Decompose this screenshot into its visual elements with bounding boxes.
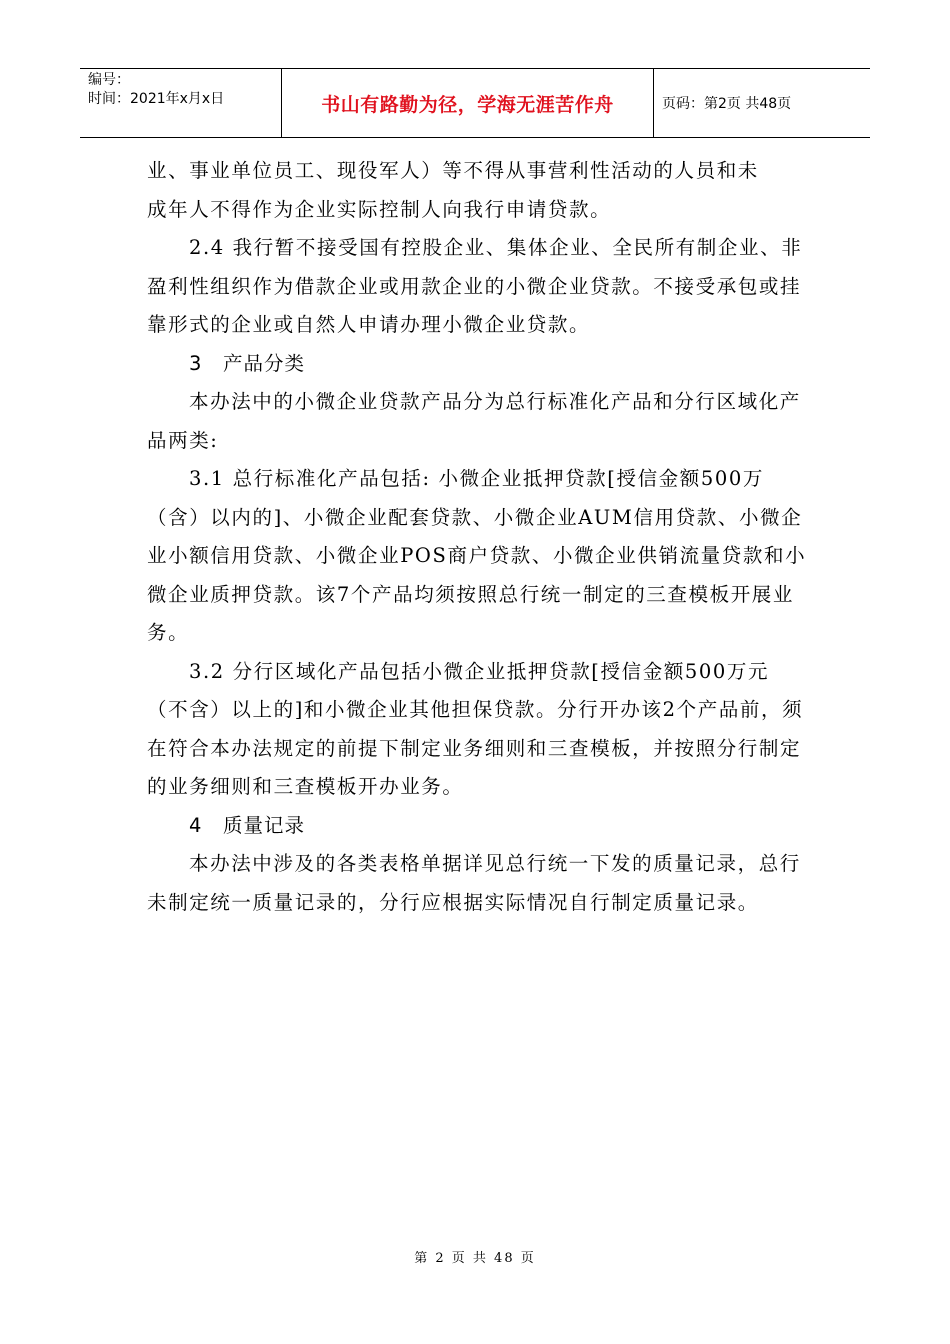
header-meta [80,69,282,137]
section-heading-4 [147,807,807,846]
paragraph-quality-records: 本办法中涉及的各类表格单据详见总行统一下发的质量记录，总行未制定统一质量记录的，分行应根据实际情况自行制定质量记录。 [147,852,801,914]
header-page-info: 页码：第2页 共48页 [662,96,792,112]
document-header [80,68,870,138]
section-number: 4 [189,813,203,837]
document-body [147,152,807,922]
paragraph-continued-line2: 成年人不得作为企业实际控制人向我行申请贷款。 [147,197,612,221]
page-footer: 第 2 页 共 48 页 [414,1251,536,1266]
section-number: 3 [189,351,203,375]
paragraph-2-4: 2.4 我行暂不接受国有控股企业、集体企业、全民所有制企业、非盈利性组织作为借款企业或用款企业的小微企业贷款。不接受承包或挂靠形式的企业或自然人申请办理小微企业贷款。 [147,236,803,336]
header-motto: 书山有路勤为径，学海无涯苦作舟 [282,69,654,137]
section-title: 产品分类 [223,351,306,375]
document-date: 时间：2021年x月x日 [88,91,225,107]
paragraph-3-2: 3.2 分行区域化产品包括小微企业抵押贷款[授信金额500万元（不含）以上的]和小微企业其他担保贷款。分行开办该2个产品前，须在符合本办法规定的前提下制定业务细则和三查模板，并按照分行制定的业务细则和三查模板开办业务。 [147,659,804,798]
section-heading-3 [147,345,807,384]
paragraph-continued-line1: 业、事业单位员工、现役军人）等不得从事营利性活动的人员和未 [147,159,759,182]
paragraph-3-1: 3.1 总行标准化产品包括: 小微企业抵押贷款[授信金额500万（含）以内的]、小微企业配套贷款、小微企业AUM信用贷款、小微企业小额信用贷款、小微企业POS商户贷款、小微企业供销流量贷款和小微企业质押贷款。该7个产品均须按照总行统一制定的三查模板开展业务。 [147,467,807,644]
document-number-label: 编号： [88,72,130,88]
section-title: 质量记录 [223,813,306,837]
paragraph-product-intro: 本办法中的小微企业贷款产品分为总行标准化产品和分行区域化产品两类: [147,390,801,452]
